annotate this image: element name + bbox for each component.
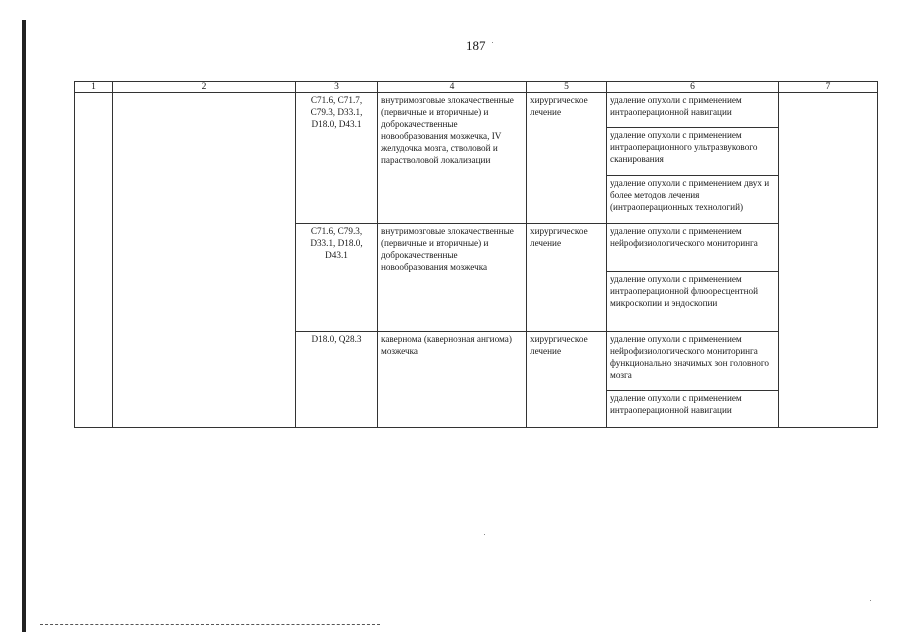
scan-speck (870, 600, 871, 601)
column-header-1: 1 (75, 82, 113, 93)
treatment-method-cell: удаление опухоли с применением интраоперационной навигации (607, 391, 779, 428)
table-row (75, 93, 878, 128)
scan-bottom-line (40, 624, 380, 625)
column-header-7: 7 (779, 82, 878, 93)
diagnosis-codes-cell: C71.6, C71.7, C79.3, D33.1, D18.0, D43.1 (296, 93, 378, 224)
treatment-type-cell: хирургическое лечение (527, 224, 607, 332)
treatment-type-cell: хирургическое лечение (527, 332, 607, 428)
treatment-method-cell: удаление опухоли с применением двух и более методов лечения (интраоперационных технологий) (607, 176, 779, 224)
scan-speck (492, 42, 493, 43)
column-7-cell (779, 93, 878, 428)
treatment-type-cell: хирургическое лечение (527, 93, 607, 224)
table-header-row (75, 82, 878, 93)
diagnosis-cell: внутримозговые злокачественные (первичные и вторичные) и доброкачественные новообразования мозжечка (378, 224, 527, 332)
treatment-method-cell: удаление опухоли с применением нейрофизиологического мониторинга (607, 224, 779, 272)
diagnosis-cell: внутримозговые злокачественные (первичные и вторичные) и доброкачественные новообразования мозжечка, IV желудочка мозга, стволовой и парастволовой локализации (378, 93, 527, 224)
treatment-method-cell: удаление опухоли с применением интраоперационной навигации (607, 93, 779, 128)
diagnosis-cell: кавернома (кавернозная ангиома) мозжечка (378, 332, 527, 428)
column-2-cell (113, 93, 296, 428)
treatment-method-cell: удаление опухоли с применением интраоперационного ультразвукового сканирования (607, 128, 779, 176)
column-header-4: 4 (378, 82, 527, 93)
column-header-5: 5 (527, 82, 607, 93)
column-header-6: 6 (607, 82, 779, 93)
treatment-method-cell: удаление опухоли с применением интраоперационной флюоресцентной микроскопии и эндоскопии (607, 272, 779, 332)
diagnosis-codes-cell: C71.6, C79.3, D33.1, D18.0, D43.1 (296, 224, 378, 332)
column-1-cell (75, 93, 113, 428)
column-header-3: 3 (296, 82, 378, 93)
column-header-2: 2 (113, 82, 296, 93)
scan-left-edge (22, 20, 26, 632)
medical-care-table (74, 81, 878, 428)
treatment-method-cell: удаление опухоли с применением нейрофизиологического мониторинга функционально значимых зон головного мозга (607, 332, 779, 391)
page-number: 187 (466, 38, 486, 53)
scan-speck (484, 534, 485, 535)
diagnosis-codes-cell: D18.0, Q28.3 (296, 332, 378, 428)
